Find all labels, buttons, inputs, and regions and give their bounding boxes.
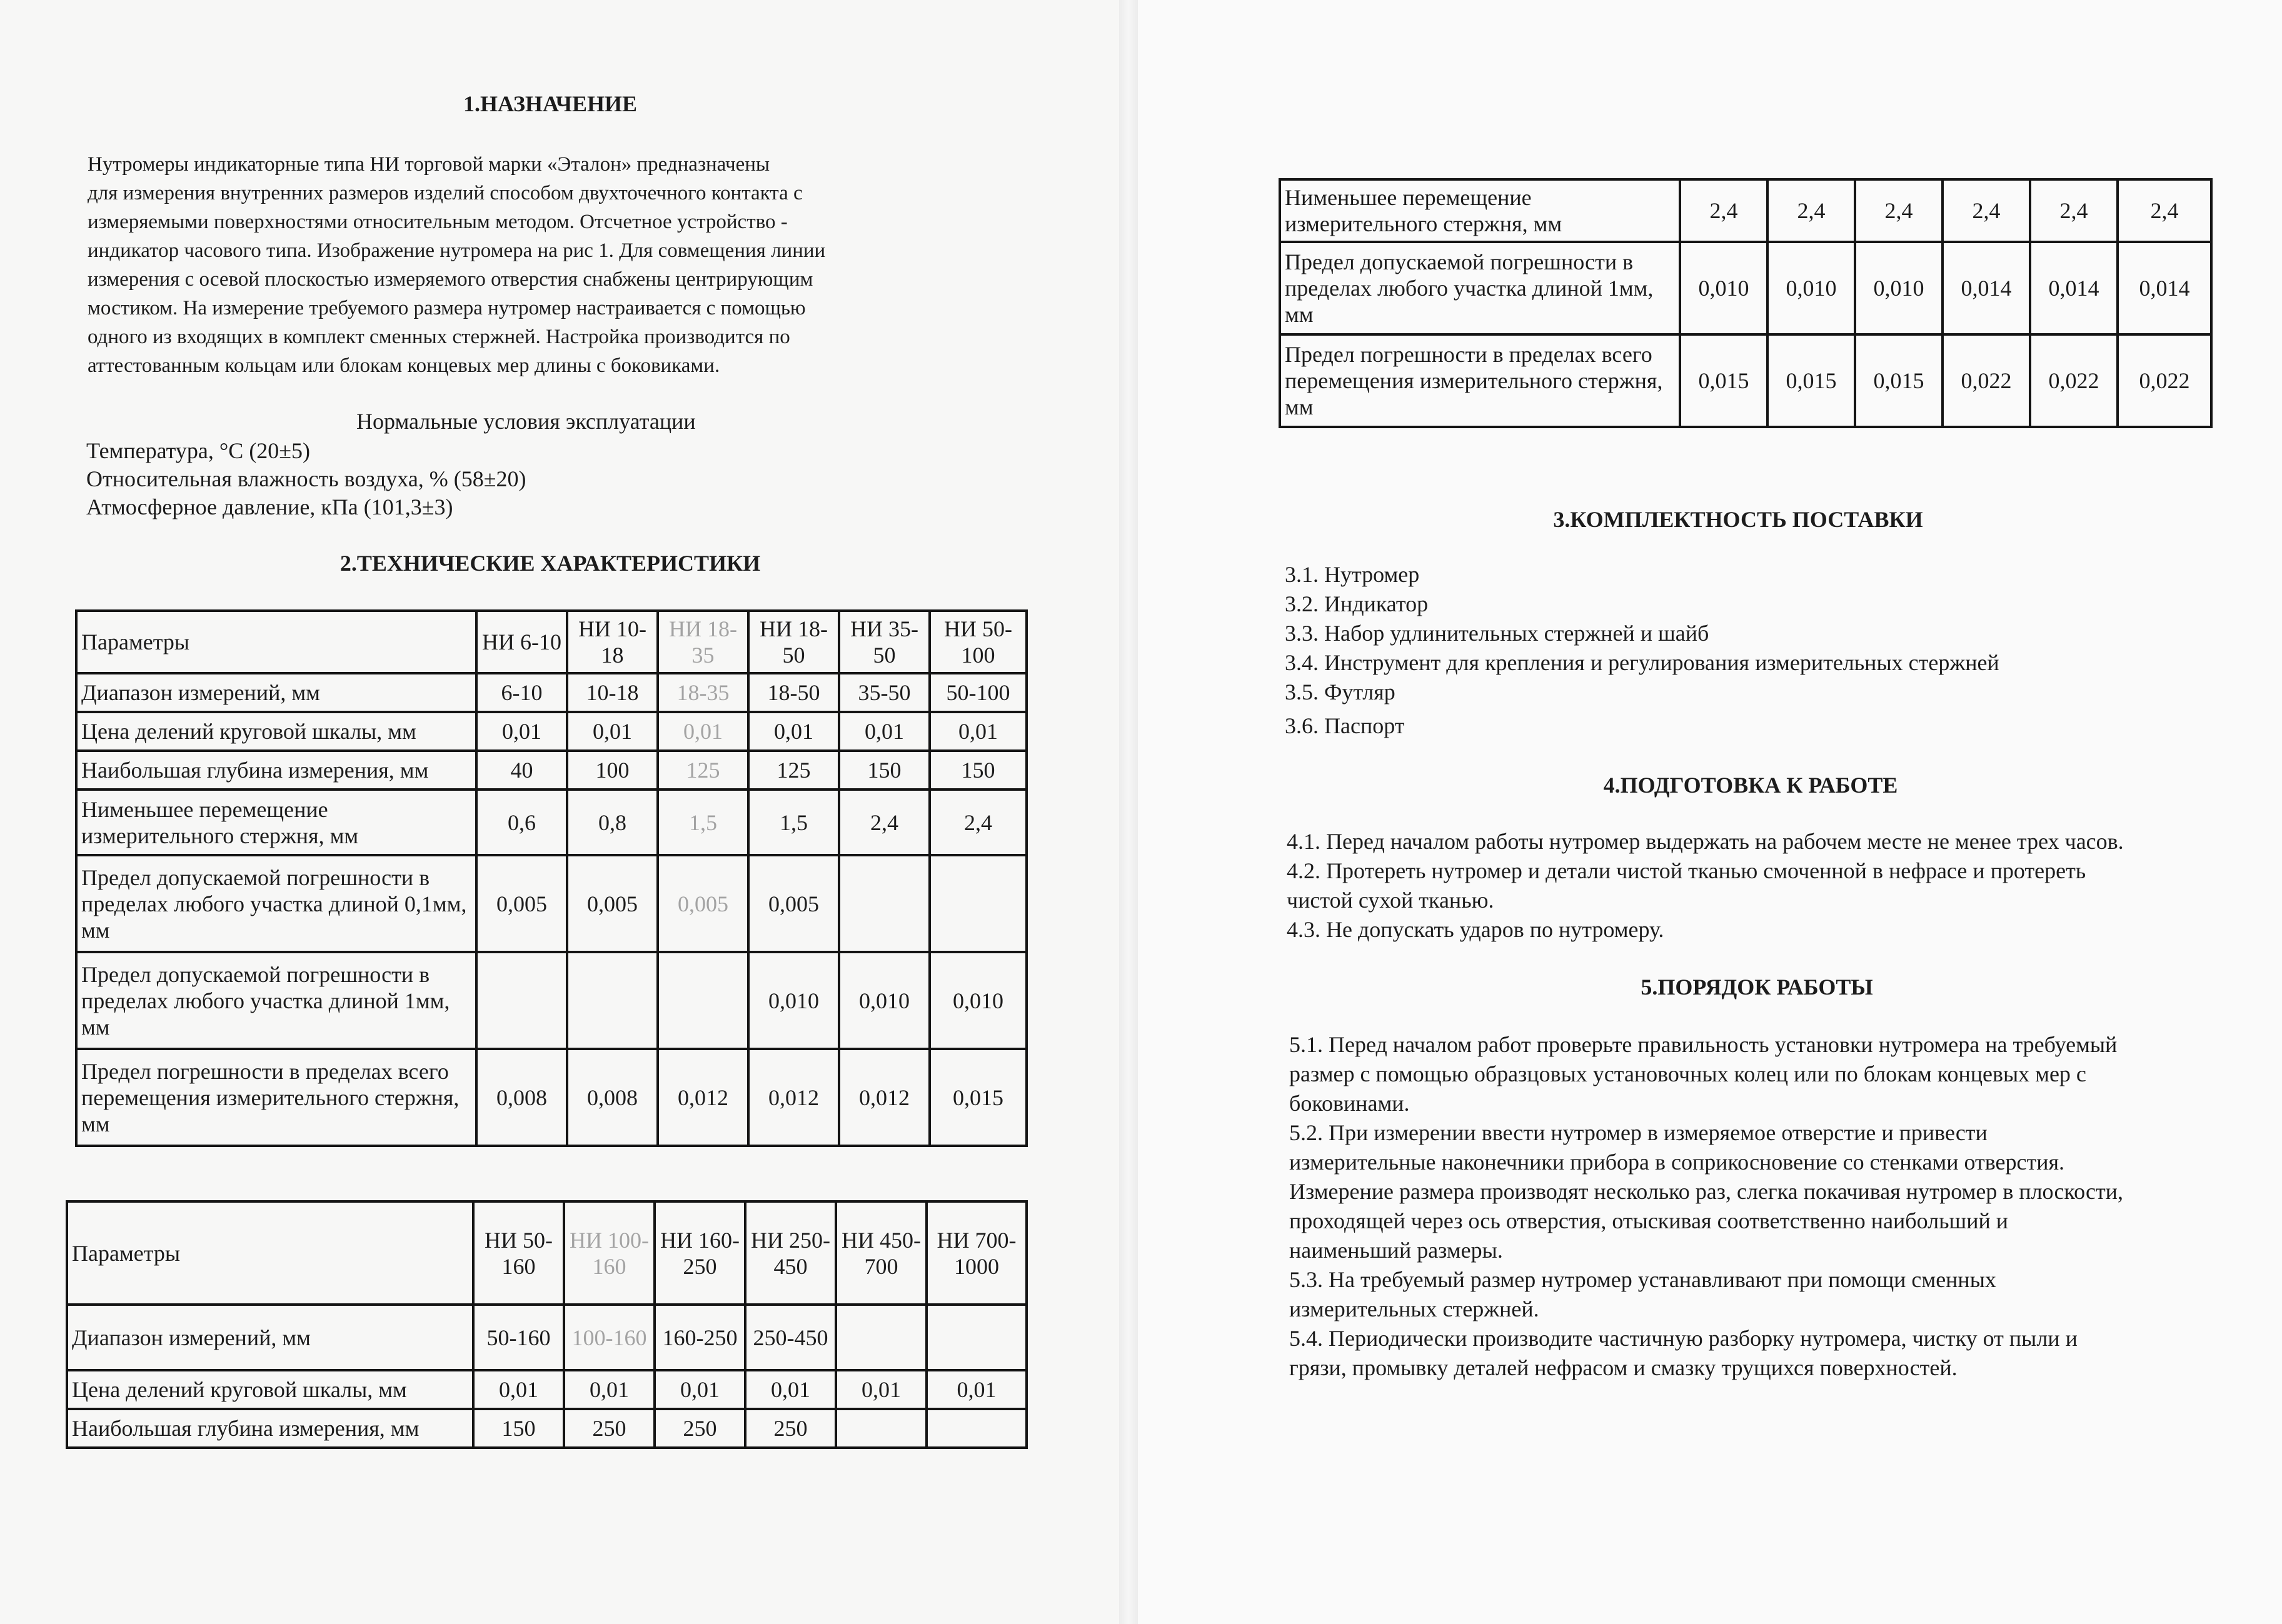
table-header-cell: НИ 50-160 xyxy=(473,1201,564,1305)
table-header-cell: Параметры xyxy=(67,1201,473,1305)
paragraph-line: 5.4. Периодически производите частичную разборку нутромера, чистку от пыли и xyxy=(1289,1326,2078,1351)
table-cell: 0,005 xyxy=(567,855,658,952)
table-cell: Предел погрешности в пределах всего перемещения измерительного стержня, мм xyxy=(76,1049,476,1146)
table-cell: 0,012 xyxy=(748,1049,839,1146)
table-cell: 2,4 xyxy=(930,789,1027,855)
table-cell: Нименьшее перемещение измерительного стержня, мм xyxy=(76,789,476,855)
table-cell xyxy=(658,952,748,1049)
page-fold xyxy=(1119,0,1138,1624)
table-cell: 2,4 xyxy=(2118,179,2211,242)
table-header-cell: НИ 160-250 xyxy=(655,1201,745,1305)
spec-table-3 xyxy=(1279,178,2213,428)
section-2-title: 2.ТЕХНИЧЕСКИЕ ХАРАКТЕРИСТИКИ xyxy=(339,551,761,576)
table-cell: Нименьшее перемещение измерительного стержня, мм xyxy=(1280,179,1680,242)
table-cell: 150 xyxy=(839,751,930,789)
table-cell: 0,015 xyxy=(1855,334,1943,427)
table-cell: 150 xyxy=(473,1409,564,1448)
table-cell: 0,01 xyxy=(930,712,1027,751)
table-cell: 0,022 xyxy=(1943,334,2030,427)
table-cell: Предел погрешности в пределах всего перемещения измерительного стержня, мм xyxy=(1280,334,1680,427)
paragraph-line: Нутромеры индикаторные типа НИ торговой марки «Эталон» предназначены xyxy=(88,153,770,176)
table-cell: 0,005 xyxy=(658,855,748,952)
paragraph-line: измеряемыми поверхностями относительным методом. Отсчетное устройство - xyxy=(88,211,788,233)
table-cell: 100-160 xyxy=(564,1305,655,1370)
table-cell xyxy=(927,1409,1027,1448)
paragraph-line: измерения с осевой плоскостью измеряемого отверстия снабжены центрирующим xyxy=(88,268,813,291)
table-row xyxy=(67,1370,1027,1409)
table-header-cell: НИ 50-100 xyxy=(930,611,1027,673)
table-cell: 100 xyxy=(567,751,658,789)
table-cell: 0,01 xyxy=(476,712,567,751)
table-cell: 6-10 xyxy=(476,673,567,712)
table-cell: Предел допускаемой погрешности в пределах любого участка длиной 1мм, мм xyxy=(1280,242,1680,334)
section-4-title: 4.ПОДГОТОВКА К РАБОТЕ xyxy=(1603,773,1898,798)
table-cell: Наибольшая глубина измерения, мм xyxy=(67,1409,473,1448)
paragraph-line: индикатор часового типа. Изображение нутромера на рис 1. Для совмещения линии xyxy=(88,239,826,262)
paragraph-line: 4.2. Протереть нутромер и детали чистой тканью смоченной в нефрасе и протереть xyxy=(1287,858,2086,883)
table-cell: Предел допускаемой погрешности в пределах любого участка длиной 1мм, мм xyxy=(76,952,476,1049)
table-cell: 0,01 xyxy=(836,1370,927,1409)
table-row xyxy=(1280,179,2211,242)
table-cell: 0,015 xyxy=(1767,334,1855,427)
table-cell: 0,01 xyxy=(839,712,930,751)
table-row xyxy=(76,855,1027,952)
paragraph-line: одного из входящих в комплект сменных стержней. Настройка производится по xyxy=(88,326,790,348)
table-cell: 250 xyxy=(745,1409,836,1448)
table-cell xyxy=(836,1409,927,1448)
paragraph-line: измерительных стержней. xyxy=(1289,1296,1539,1321)
paragraph-line: наименьший размеры. xyxy=(1289,1238,1503,1263)
paragraph-line: измерительные наконечники прибора в соприкосновение со стенками отверстия. xyxy=(1289,1150,2065,1175)
table-cell: Цена делений круговой шкалы, мм xyxy=(76,712,476,751)
table-cell: 2,4 xyxy=(1767,179,1855,242)
paragraph-line: чистой сухой тканью. xyxy=(1287,888,1494,913)
table-cell: 18-50 xyxy=(748,673,839,712)
table-cell: 0,005 xyxy=(748,855,839,952)
table-header-cell: Параметры xyxy=(76,611,476,673)
table-cell: 150 xyxy=(930,751,1027,789)
spec-table-1 xyxy=(75,609,1028,1147)
paragraph-line: аттестованным кольцам или блокам концевых мер длины с боковиками. xyxy=(88,354,720,377)
paragraph-line: 5.2. При измерении ввести нутромер в измеряемое отверстие и привести xyxy=(1289,1120,1988,1145)
table-cell: 0,014 xyxy=(1943,242,2030,334)
table-header-cell: НИ 35-50 xyxy=(839,611,930,673)
paragraph-line: проходящей через ось отверстия, отыскивая соответственно наибольший и xyxy=(1289,1208,2009,1233)
paragraph-line: Измерение размера производят несколько раз, слегка покачивая нутромер в плоскости, xyxy=(1289,1179,2123,1204)
condition-humidity: Относительная влажность воздуха, % (58±20) xyxy=(86,466,526,491)
table-cell: 0,014 xyxy=(2118,242,2211,334)
table-cell: 0,01 xyxy=(473,1370,564,1409)
table-cell xyxy=(927,1305,1027,1370)
table-cell: 0,005 xyxy=(476,855,567,952)
table-cell: 2,4 xyxy=(839,789,930,855)
table-cell: 125 xyxy=(748,751,839,789)
table-cell: 0,010 xyxy=(1767,242,1855,334)
table-cell: 50-100 xyxy=(930,673,1027,712)
list-item: 3.2. Индикатор xyxy=(1285,591,1429,616)
table-header-cell: НИ 6-10 xyxy=(476,611,567,673)
condition-temperature: Температура, °С (20±5) xyxy=(86,438,311,463)
section-1-title: 1.НАЗНАЧЕНИЕ xyxy=(463,91,638,116)
table-cell: 250 xyxy=(564,1409,655,1448)
table-row xyxy=(76,952,1027,1049)
table-header-cell: НИ 700-1000 xyxy=(927,1201,1027,1305)
table-cell: 0,01 xyxy=(748,712,839,751)
table-cell: 2,4 xyxy=(1680,179,1767,242)
table-cell: 0,6 xyxy=(476,789,567,855)
table-cell: Предел допускаемой погрешности в пределах любого участка длиной 0,1мм, мм xyxy=(76,855,476,952)
table-cell: 1,5 xyxy=(748,789,839,855)
table-cell xyxy=(567,952,658,1049)
table-cell: 0,8 xyxy=(567,789,658,855)
table-cell: 2,4 xyxy=(1943,179,2030,242)
table-cell: 0,012 xyxy=(839,1049,930,1146)
table-header-cell: НИ 18-35 xyxy=(658,611,748,673)
table-cell: 0,010 xyxy=(748,952,839,1049)
paragraph-line: 4.1. Перед началом работы нутромер выдержать на рабочем месте не менее трех часов. xyxy=(1287,829,2124,854)
table-row xyxy=(1280,334,2211,427)
paragraph-line: размер с помощью образцовых установочных колец или по блокам концевых мер с xyxy=(1289,1061,2086,1086)
paragraph-line: мостиком. На измерение требуемого размера нутромер настраивается с помощью xyxy=(88,297,806,319)
table-cell: 1,5 xyxy=(658,789,748,855)
table-cell: 0,022 xyxy=(2118,334,2211,427)
table-row xyxy=(76,1049,1027,1146)
table-cell: 0,01 xyxy=(655,1370,745,1409)
table-cell: 0,01 xyxy=(658,712,748,751)
table-header-cell: НИ 100-160 xyxy=(564,1201,655,1305)
table-cell: 0,010 xyxy=(1855,242,1943,334)
table-row xyxy=(1280,242,2211,334)
table-cell: 0,01 xyxy=(567,712,658,751)
table-header-cell: НИ 250-450 xyxy=(745,1201,836,1305)
table-cell: 0,01 xyxy=(927,1370,1027,1409)
table-cell: 0,014 xyxy=(2030,242,2118,334)
table-cell xyxy=(839,855,930,952)
table-cell: Диапазон измерений, мм xyxy=(76,673,476,712)
list-item: 3.4. Инструмент для крепления и регулирования измерительных стержней xyxy=(1285,650,1999,675)
table-row xyxy=(76,789,1027,855)
paragraph-line: 5.3. На требуемый размер нутромер устанавливают при помощи сменных xyxy=(1289,1267,1996,1292)
list-item: 3.3. Набор удлинительных стержней и шайб xyxy=(1285,621,1709,646)
table-cell: 0,022 xyxy=(2030,334,2118,427)
table-cell xyxy=(836,1305,927,1370)
table-cell: 50-160 xyxy=(473,1305,564,1370)
table-cell: 10-18 xyxy=(567,673,658,712)
table-cell: 0,008 xyxy=(476,1049,567,1146)
table-cell: 40 xyxy=(476,751,567,789)
table-row xyxy=(76,673,1027,712)
table-cell: Диапазон измерений, мм xyxy=(67,1305,473,1370)
table-cell: 250-450 xyxy=(745,1305,836,1370)
table-cell xyxy=(930,855,1027,952)
paragraph-line: для измерения внутренних размеров изделий способом двухточечного контакта с xyxy=(88,182,803,204)
table-header-row xyxy=(76,611,1027,673)
table-cell: 18-35 xyxy=(658,673,748,712)
table-header-row xyxy=(67,1201,1027,1305)
table-cell: 0,010 xyxy=(839,952,930,1049)
list-item: 3.6. Паспорт xyxy=(1285,713,1405,738)
table-cell: 250 xyxy=(655,1409,745,1448)
table-cell: 0,015 xyxy=(930,1049,1027,1146)
list-item: 3.1. Нутромер xyxy=(1285,562,1420,587)
paragraph-line: 4.3. Не допускать ударов по нутромеру. xyxy=(1287,917,1664,942)
table-cell: Цена делений круговой шкалы, мм xyxy=(67,1370,473,1409)
table-header-cell: НИ 450-700 xyxy=(836,1201,927,1305)
table-cell: 0,01 xyxy=(564,1370,655,1409)
table-cell: 0,012 xyxy=(658,1049,748,1146)
conditions-title: Нормальные условия эксплуатации xyxy=(356,409,696,434)
table-cell: 0,008 xyxy=(567,1049,658,1146)
table-row xyxy=(67,1305,1027,1370)
table-row xyxy=(67,1409,1027,1448)
table-cell xyxy=(476,952,567,1049)
table-header-cell: НИ 18-50 xyxy=(748,611,839,673)
table-cell: 125 xyxy=(658,751,748,789)
table-cell: 0,01 xyxy=(745,1370,836,1409)
table-cell: 0,010 xyxy=(1680,242,1767,334)
paragraph-line: 5.1. Перед началом работ проверьте правильность установки нутромера на требуемый xyxy=(1289,1032,2118,1057)
condition-pressure: Атмосферное давление, кПа (101,3±3) xyxy=(86,494,453,519)
table-cell: 160-250 xyxy=(655,1305,745,1370)
table-header-cell: НИ 10-18 xyxy=(567,611,658,673)
paragraph-line: грязи, промывку деталей нефрасом и смазку трущихся поверхностей. xyxy=(1289,1355,1958,1380)
table-cell: Наибольшая глубина измерения, мм xyxy=(76,751,476,789)
table-cell: 0,010 xyxy=(930,952,1027,1049)
section-5-title: 5.ПОРЯДОК РАБОТЫ xyxy=(1641,975,1873,1000)
section-3-title: 3.КОМПЛЕКТНОСТЬ ПОСТАВКИ xyxy=(1553,507,1923,532)
table-row xyxy=(76,712,1027,751)
paragraph-line: боковинами. xyxy=(1289,1091,1410,1116)
table-row xyxy=(76,751,1027,789)
table-cell: 2,4 xyxy=(1855,179,1943,242)
table-cell: 2,4 xyxy=(2030,179,2118,242)
list-item: 3.5. Футляр xyxy=(1285,679,1395,704)
spec-table-2 xyxy=(66,1200,1028,1449)
table-cell: 35-50 xyxy=(839,673,930,712)
table-cell: 0,015 xyxy=(1680,334,1767,427)
